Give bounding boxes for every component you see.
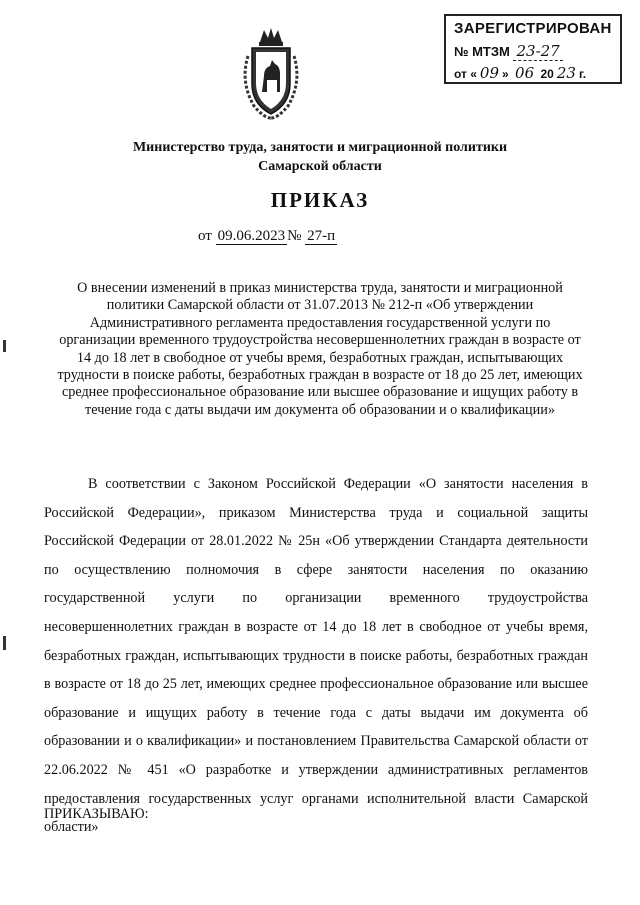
- date-prefix: от: [198, 228, 212, 244]
- stamp-number-row: [454, 42, 563, 60]
- document-number: 27-п: [307, 228, 336, 244]
- coat-of-arms-icon: [238, 26, 304, 122]
- stamp-date-year: 23: [554, 64, 579, 83]
- order-word: ПРИКАЗЫВАЮ:: [44, 806, 149, 822]
- stamp-date-month: 06: [512, 64, 537, 83]
- stamp-date-year-prefix: 20: [540, 67, 554, 81]
- document-date-number: [198, 228, 337, 245]
- scan-margin-mark: [3, 636, 6, 650]
- stamp-date-day: 09: [477, 64, 502, 83]
- stamp-date-year-suffix: г.: [578, 67, 587, 81]
- preamble-paragraph: В соответствии с Законом Российской Федерации «О занятости населения в Российской Федерации», приказом Министерства труда и социальной защиты Российской Федерации от 28.01.2022 № 25н «Об утверждении Стандарта деятельности по осуществлению полномочия в сфере занятости населения по оказанию государственной услуги по организации временного трудоустройства несовершеннолетних граждан в возрасте от 14 до 18 лет в свободное от учебы время, безработных граждан, испытывающих трудности в поиске работы, безработных граждан в возрасте от 18 до 25 лет, имеющих среднее профессиональное образование или высшее образование и ищущих работу в течение года с даты выдачи им документа об образовании и о квалификации» и постановлением Правительства Самарской области от 22.06.2022 № 451 «О разработке и утверждении административных регламентов предоставления государственных услуг органами исполнительной власти Самарской области»: [44, 476, 588, 836]
- document-subject: О внесении изменений в приказ министерства труда, занятости и миграционной политики Самарской области от 31.07.2013 № 212-п «Об утверждении Административного регламента предоставления государственной услуги по организации временного трудоустройства несовершеннолетних граждан в возрасте от 14 до 18 лет в свободное от учебы время, безработных граждан, испытывающих трудности в поиске работы, безработных граждан в возрасте от 18 до 25 лет, имеющих среднее профессиональное образование или высшее образование и ищущих работу в течение года с даты выдачи им документа об образовании и о квалификации»: [57, 280, 583, 418]
- registration-stamp: [444, 14, 622, 84]
- ministry-name: [60, 138, 580, 176]
- stamp-date-prefix: от «: [454, 67, 477, 81]
- document-date: 09.06.2023: [217, 228, 286, 244]
- ministry-line-1: Министерство труда, занятости и миграционной политики: [132, 140, 508, 155]
- number-sign: №: [287, 228, 302, 244]
- stamp-date-sep: »: [502, 67, 509, 81]
- scan-margin-mark: [3, 340, 6, 352]
- stamp-number-value: 23-27: [513, 42, 562, 61]
- ministry-line-2: Самарской области: [258, 159, 382, 174]
- stamp-date-row: [454, 64, 586, 82]
- document-type: ПРИКАЗ: [270, 188, 370, 212]
- stamp-title: ЗАРЕГИСТРИРОВАН: [454, 20, 612, 37]
- stamp-number-label: № МТЗМ: [454, 44, 510, 59]
